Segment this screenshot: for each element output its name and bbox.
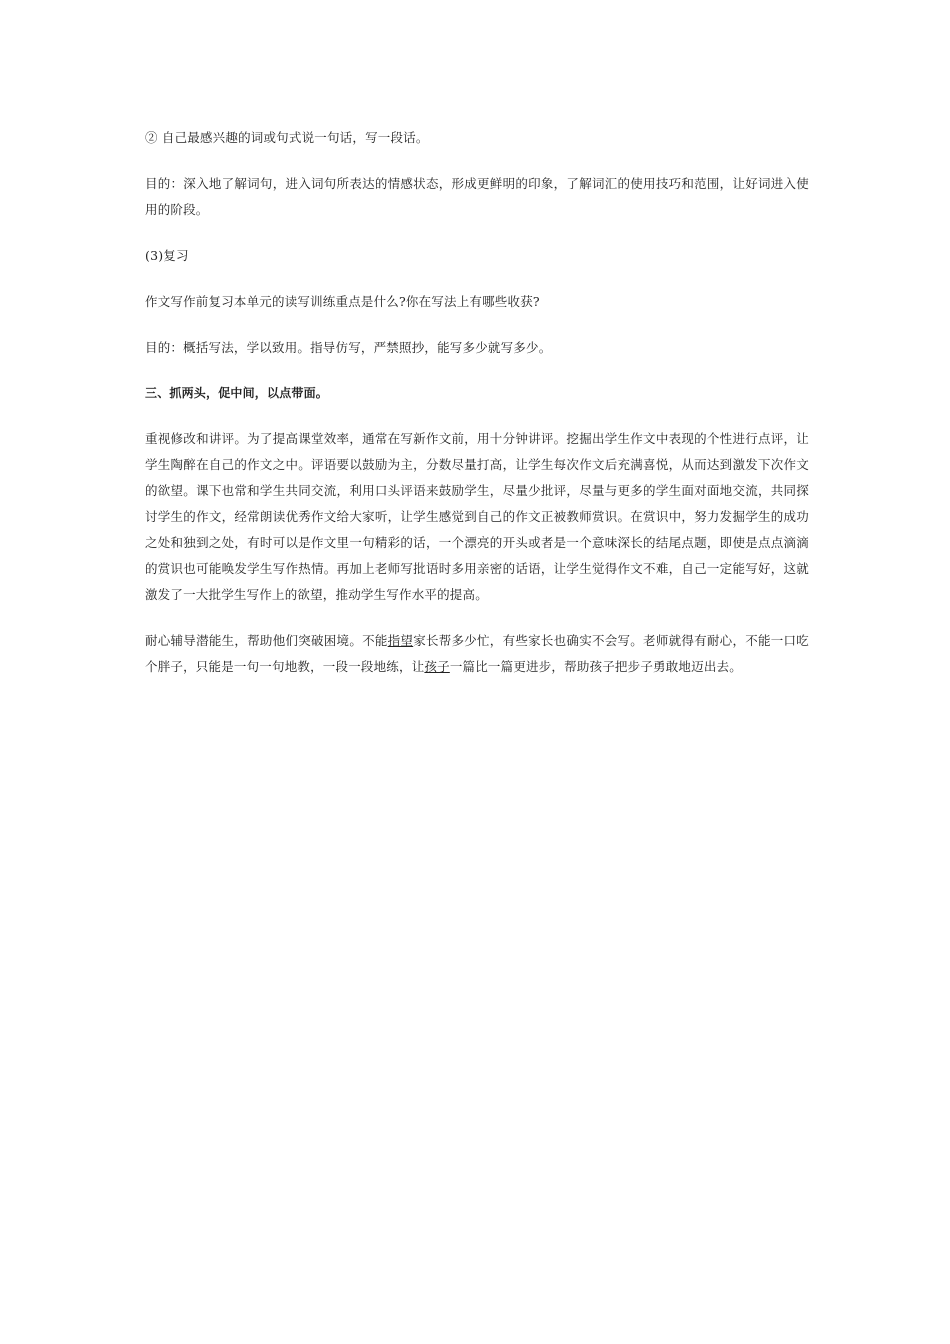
section-heading: 三、抓两头，促中间，以点带面。 bbox=[145, 386, 329, 400]
tutoring-text-part-1: 耐心辅导潜能生，帮助他们突破困境。不能 bbox=[145, 633, 388, 648]
paragraph-tutoring bbox=[145, 628, 809, 680]
paragraph-review-heading: (3)复习 bbox=[145, 248, 189, 263]
paragraph-purpose-writing: 目的：概括写法，学以致用。指导仿写，严禁照抄，能写多少就写多少。 bbox=[145, 340, 552, 355]
tutoring-text-part-2: 家长帮多少忙，有些家长也确实不会写。老师就得有耐心，不能一口吃个胖子，只能是一句一句地教，一段一段地练，让 bbox=[145, 633, 809, 674]
tutoring-text-part-3: 一篇比一篇更进步，帮助孩子把步子勇敢地迈出去。 bbox=[449, 659, 742, 674]
paragraph-purpose-words: 目的：深入地了解词句，进入词句所表达的情感状态，形成更鲜明的印象，了解词汇的使用技巧和范围，让好词进入使用的阶段。 bbox=[145, 176, 809, 217]
document-content bbox=[145, 125, 809, 680]
paragraph-revision-feedback: 重视修改和讲评。为了提高课堂效率，通常在写新作文前，用十分钟讲评。挖掘出学生作文中表现的个性进行点评，让学生陶醉在自己的作文之中。评语要以鼓励为主，分数尽量打高，让学生每次作文后充满喜悦，从而达到激发下次作文的欲望。课下也常和学生共同交流，利用口头评语来鼓励学生，尽量少批评，尽量与更多的学生面对面地交流，共同探讨学生的作文，经常朗读优秀作文给大家听，让学生感觉到自己的作文正被教师赏识。在赏识中，努力发掘学生的成功之处和独到之处，有时可以是作文里一句精彩的话，一个漂亮的开头或者是一个意味深长的结尾点题，即使是点点滴滴的赏识也可能唤发学生写作热情。再加上老师写批语时多用亲密的话语，让学生觉得作文不难，自己一定能写好，这就激发了一大批学生写作上的欲望，推动学生写作水平的提高。 bbox=[145, 431, 809, 602]
paragraph-sentence-practice: ② 自己最感兴趣的词或句式说一句话，写一段话。 bbox=[145, 130, 429, 145]
link-haizi[interactable]: 孩子 bbox=[424, 659, 450, 674]
paragraph-review-question: 作文写作前复习本单元的读写训练重点是什么?你在写法上有哪些收获? bbox=[145, 294, 540, 309]
link-zhiwang[interactable]: 指望 bbox=[387, 633, 414, 648]
